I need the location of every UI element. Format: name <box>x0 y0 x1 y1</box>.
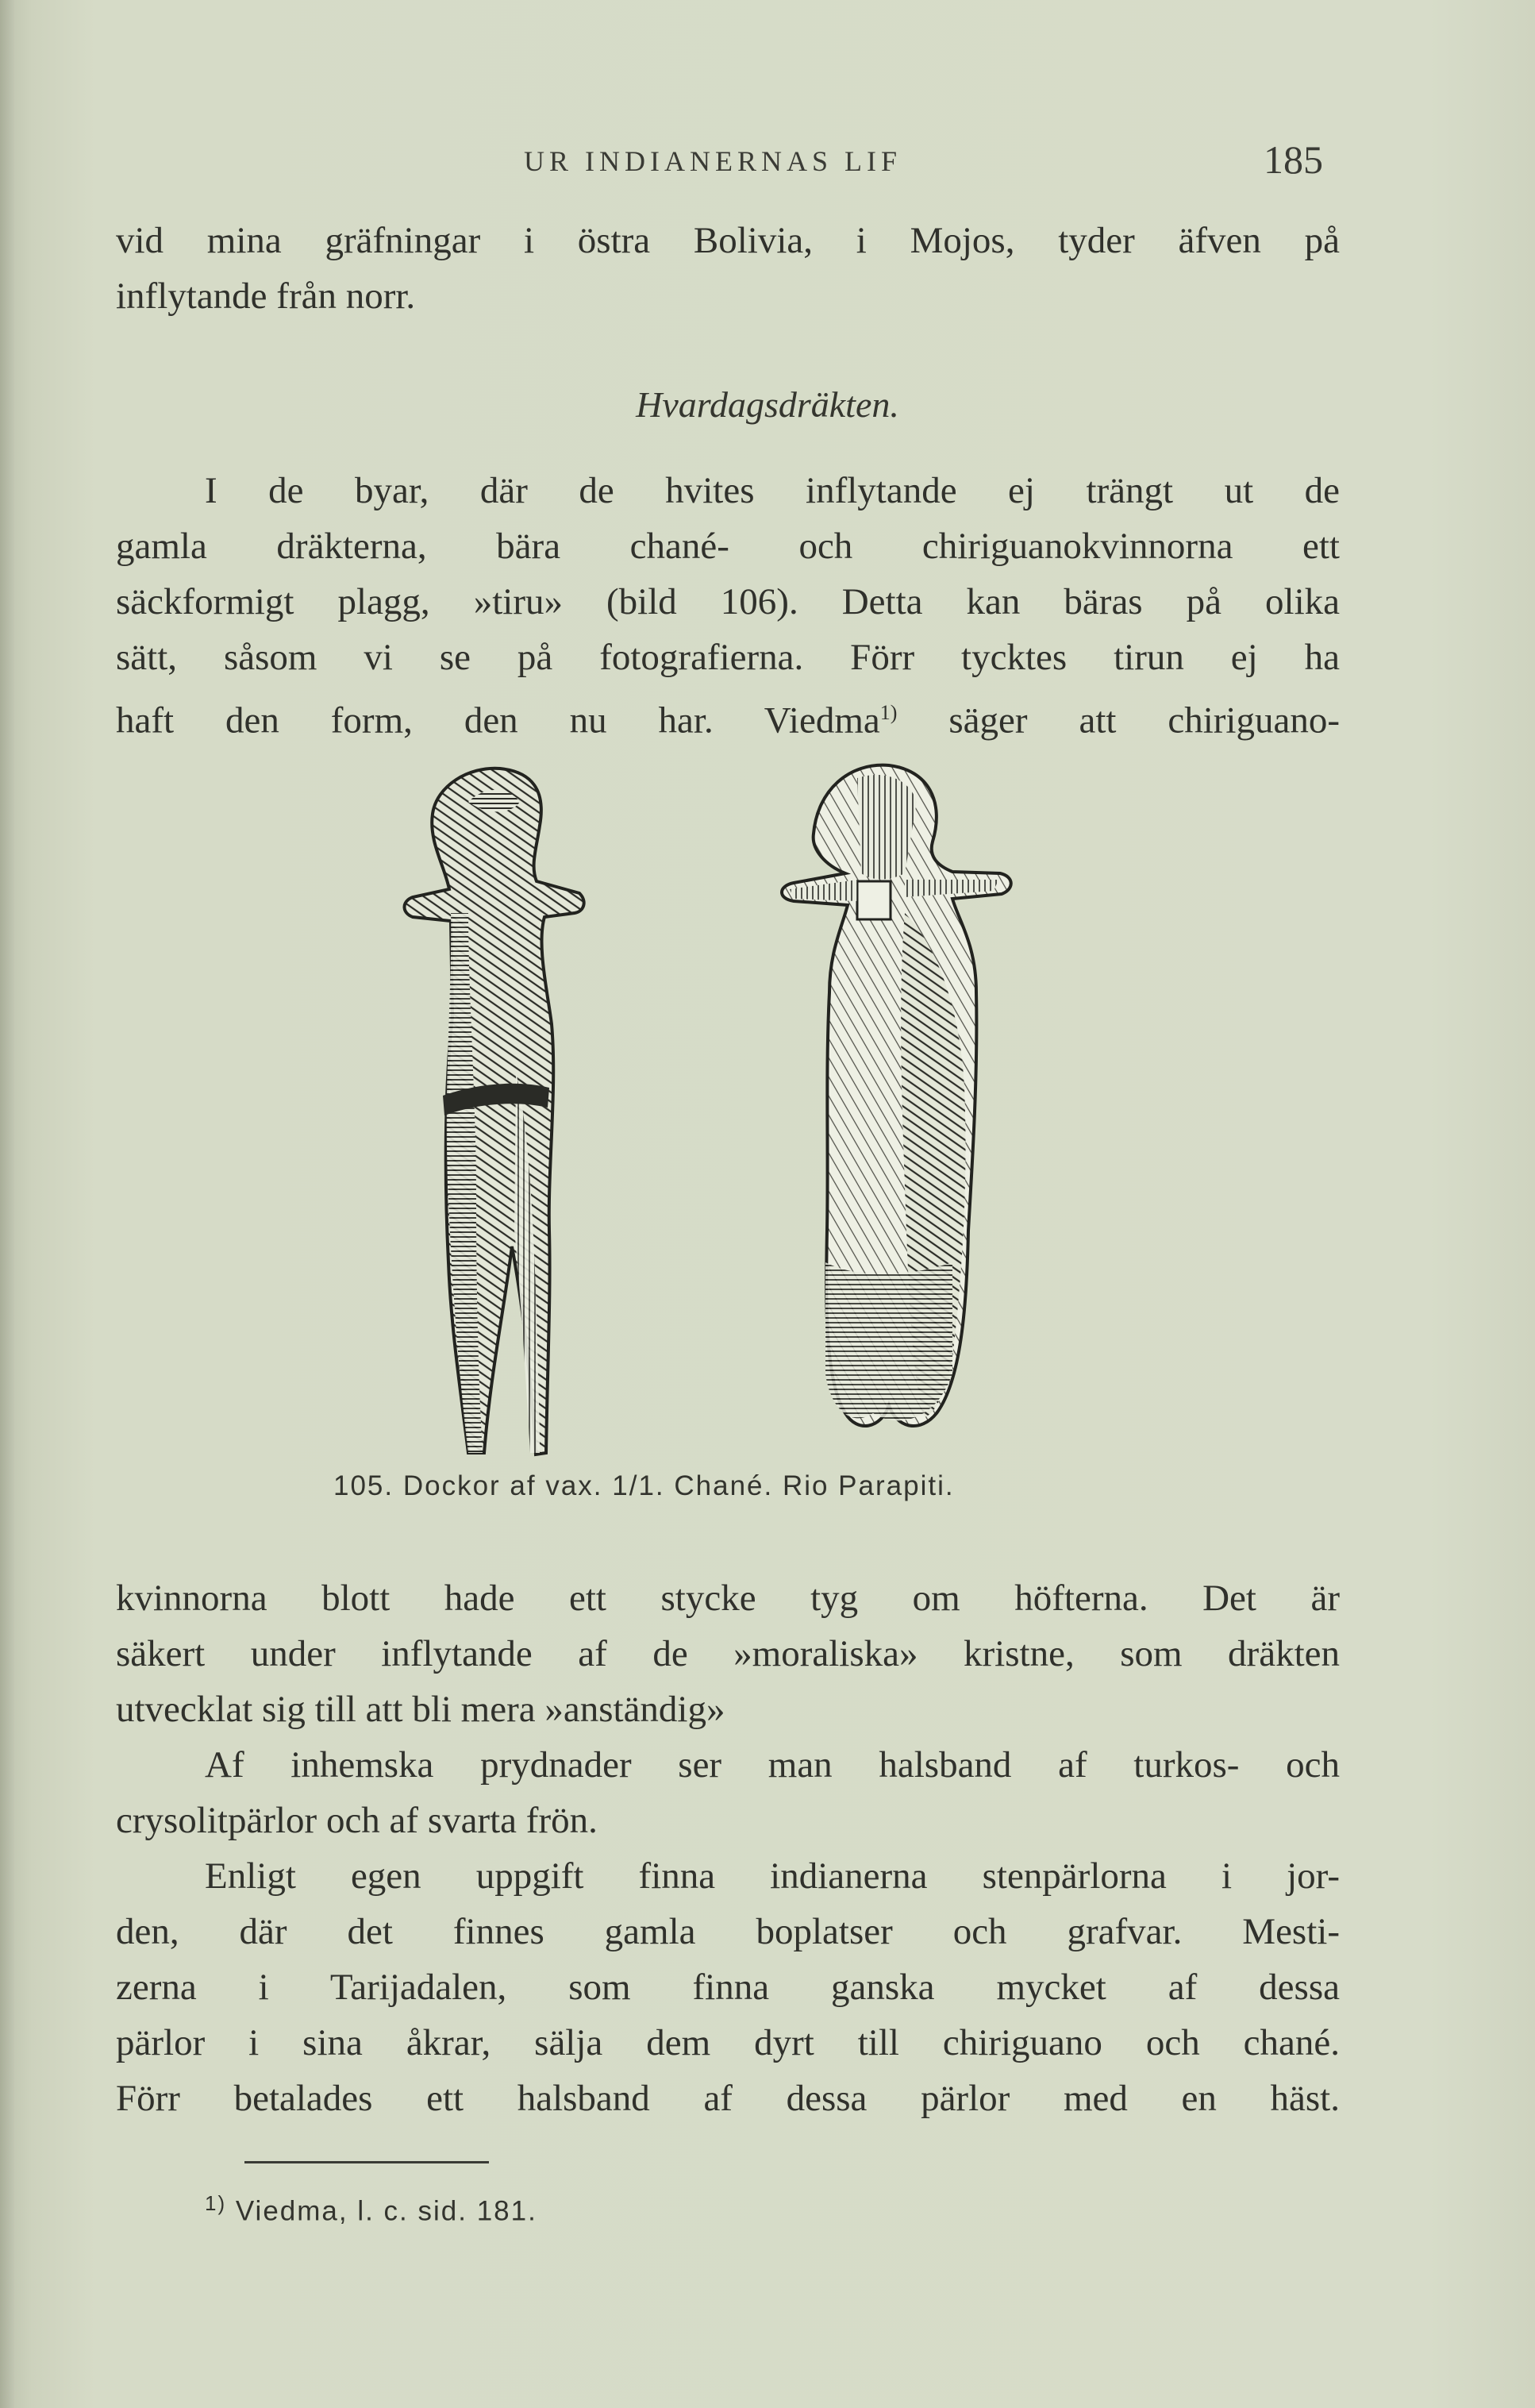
text-fragment: haft den form, den nu har. <box>116 699 714 742</box>
footnote <box>205 2191 537 2228</box>
text-line: utvecklat sig till att bli mera »anständig» <box>116 1689 725 1730</box>
text-line: kvinnorna blott hade ett stycke tyg om höfterna. Det är <box>116 1578 1340 1619</box>
paragraph-1 <box>116 213 1340 324</box>
footnote-marker: 1) <box>205 2191 227 2215</box>
text-fragment: Viedma <box>764 699 880 742</box>
page-number: 185 <box>1264 137 1323 182</box>
text-line: inflytande från norr. <box>116 275 416 317</box>
right-wax-doll <box>782 765 1011 1426</box>
figure-caption: 105. Dockor af vax. 1/1. Chané. Rio Parapiti. <box>333 1470 955 1501</box>
text-line-with-footnote-ref <box>116 685 1340 749</box>
figure-wax-dolls <box>349 754 1143 1469</box>
text-line: Enligt egen uppgift finna indianerna stenpärlorna i jor- <box>205 1855 1340 1897</box>
text-line: I de byar, där de hvites inflytande ej trängt ut de <box>205 470 1340 511</box>
text-line: sätt, såsom vi se på fotografierna. Förr tycktes tirun ej ha <box>116 637 1340 678</box>
paragraph-3 <box>116 1570 1340 2126</box>
footnote-text: Viedma, l. c. sid. 181. <box>226 2195 537 2227</box>
footnote-reference[interactable]: 1) <box>879 701 898 724</box>
section-heading: Hvardagsdräkten. <box>636 384 899 425</box>
text-line: crysolitpärlor och af svarta frön. <box>116 1800 598 1841</box>
text-line: den, där det finnes gamla boplatser och grafvar. Mesti- <box>116 1911 1340 1952</box>
page-gutter-shadow <box>0 0 14 2408</box>
text-line: Af inhemska prydnader ser man halsband af turkos- och <box>205 1744 1340 1786</box>
text-line: zerna i Tarijadalen, som finna ganska mycket af dessa <box>116 1967 1340 2008</box>
text-line: pärlor i sina åkrar, sälja dem dyrt till chiriguano och chané. <box>116 2022 1340 2063</box>
paragraph-2 <box>116 463 1340 749</box>
text-line: gamla dräkterna, bära chané- och chiriguanokvinnorna ett <box>116 526 1340 567</box>
text-fragment: säger att chiriguano- <box>897 699 1340 742</box>
running-head: UR INDIANERNAS LIF <box>524 145 902 177</box>
text-line: säckformigt plagg, »tiru» (bild 106). Detta kan bäras på olika <box>116 581 1340 622</box>
text-line: Förr betalades ett halsband af dessa pärlor med en häst. <box>116 2078 1340 2119</box>
footnote-separator <box>244 2161 489 2163</box>
text-line: vid mina gräfningar i östra Bolivia, i Mojos, tyder äfven på <box>116 220 1340 261</box>
left-wax-doll <box>405 769 584 1454</box>
text-line: säkert under inflytande af de »moraliska» kristne, som dräkten <box>116 1633 1340 1674</box>
